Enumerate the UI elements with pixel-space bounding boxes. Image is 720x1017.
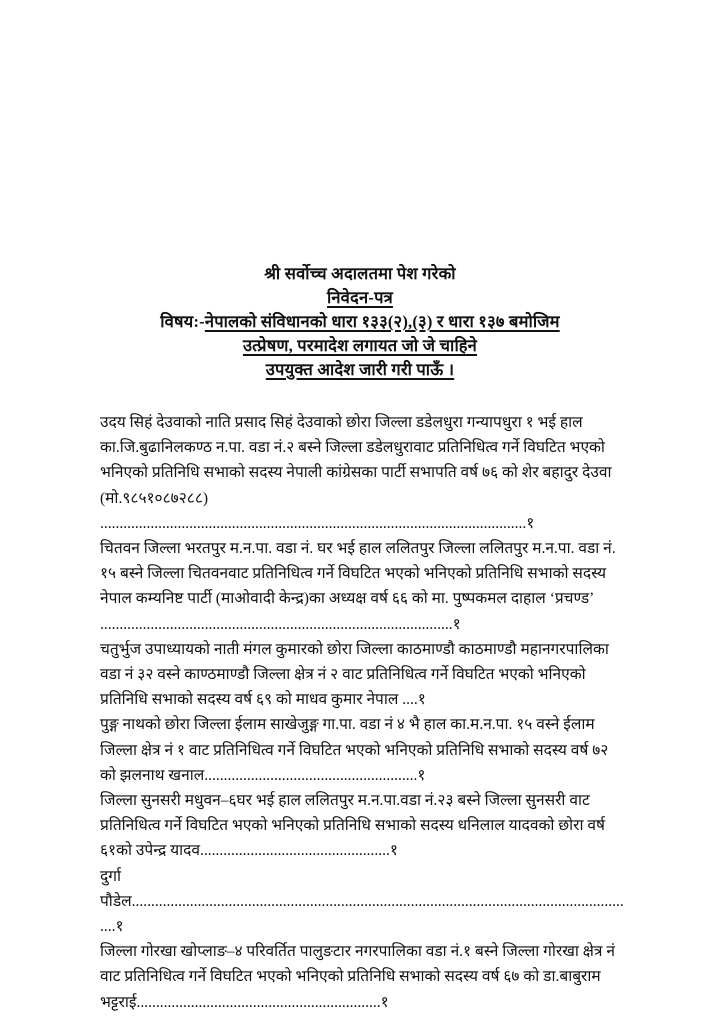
header-order-line [50,358,670,382]
paragraph-durga-paudel: दुर्गा पौडेल...................................................................................................................................१ [100,867,624,936]
subject-line [50,310,670,334]
document-title-text: निवेदन-पत्र [327,288,393,307]
paragraph-madhav-kumar-nepal: चतुर्भुज उपाध्यायको नाती मंगल कुमारको छोरा जिल्ला काठमाण्डौ काठमाण्डौ महानगरपालिका वडा नं ३२ वस्ने काण्ठमाण्डौ जिल्ला क्षेत्र नं २ वाट प्रतिनिधित्व गर्ने विघटित भएको भनिएको प्रतिनिधि सभाको सदस्य वर्ष ६९ को माधव कुमार नेपाल ....१ [100,640,609,709]
paragraph-baburam-bhattarai: जिल्ला गोरखा खोप्लाङ–४ परिवर्तित पालुङटार नगरपालिका वडा नं.१ बस्ने जिल्ला गोरखा क्षेत्र नं वाट प्रतिनिधित्व गर्ने विघटित भएको भनिएको प्रतिनिधि सभाको सदस्य वर्ष ६७ को डा.बाबुराम भट्टराई...............................................................१ [100,943,615,1011]
subject-text: नेपालको संविधानको धारा १३३(२),(३) र धारा १३७ बमोजिम [204,312,560,331]
paragraph-upendra-yadav: जिल्ला सुनसरी मधुवन–६घर भई हाल ललितपुर म.न.पा.वडा नं.२३ बस्ने जिल्ला सुनसरी वाट प्रतिनिधित्व गर्ने विघटित भएको भनिएको प्रतिनिधि सभाको सदस्य धनिलाल यादवको छोरा वर्ष ६१को उपेन्द्र यादव.................................................१ [100,792,605,860]
header-writ-text: उत्प्रेषण, परमादेश लगायत जो जे चाहिने [242,336,478,355]
header-writ-line [50,334,670,358]
header-order-text: उपयुक्त आदेश जारी गरी पाऊँ । [265,360,455,379]
paragraph-sher-bahadur-deuba: उदय सिहं देउवाको नाति प्रसाद सिहं देउवाको छोरा जिल्ला डडेलधुरा गन्यापधुरा १ भई हाल का.जि.बुढानिलकण्ठ न.पा. वडा नं.२ बस्ने जिल्ला डडेलधुरावाट प्रतिनिधित्व गर्ने विघटित भएको भनिएको प्रतिनिधि सभाको सदस्य नेपाली कांग्रेसका पार्टी सभापति वर्ष ७६ को शेर बहादुर देउवा (मो.९८५१०८७२८८) ..............................................................................................................१ [100,414,612,532]
subject-prefix: विषय:- [160,312,205,331]
paragraph-jhalanath-khanal: पुङ्ग नाथको छोरा जिल्ला ईलाम साखेजुङ्ग गा.पा. वडा नं ४ भै हाल का.म.न.पा. १५ वस्ने ईलाम जिल्ला क्षेत्र नं १ वाट प्रतिनिधित्व गर्ने विघटित भएको भनिएको प्रतिनिधि सभाको सदस्य वर्ष ७२ को झलनाथ खनाल.......................................................१ [100,716,609,784]
header-court-line: श्री सर्वोच्च अदालतमा पेश गरेको [264,264,456,283]
document-title [50,286,670,310]
paragraph-pushpakamal-dahal-prachanda: चितवन जिल्ला भरतपुर म.न.पा. वडा नं. घर भई हाल ललितपुर जिल्ला ललितपुर म.न.पा. वडा नं. १५ बस्ने जिल्ला चितवनवाट प्रतिनिधित्व गर्ने विघटित भएको भनिएको प्रतिनिधि सभाको सदस्य नेपाल कम्यनिष्ट पार्टी (माओवादी केन्द्र)का अध्यक्ष वर्ष ६६ को मा. पुष्पकमल दाहाल ‘प्रचण्ड’ ...........................................................................................१ [100,540,616,633]
document-header [50,262,670,382]
document-body [100,410,624,1015]
